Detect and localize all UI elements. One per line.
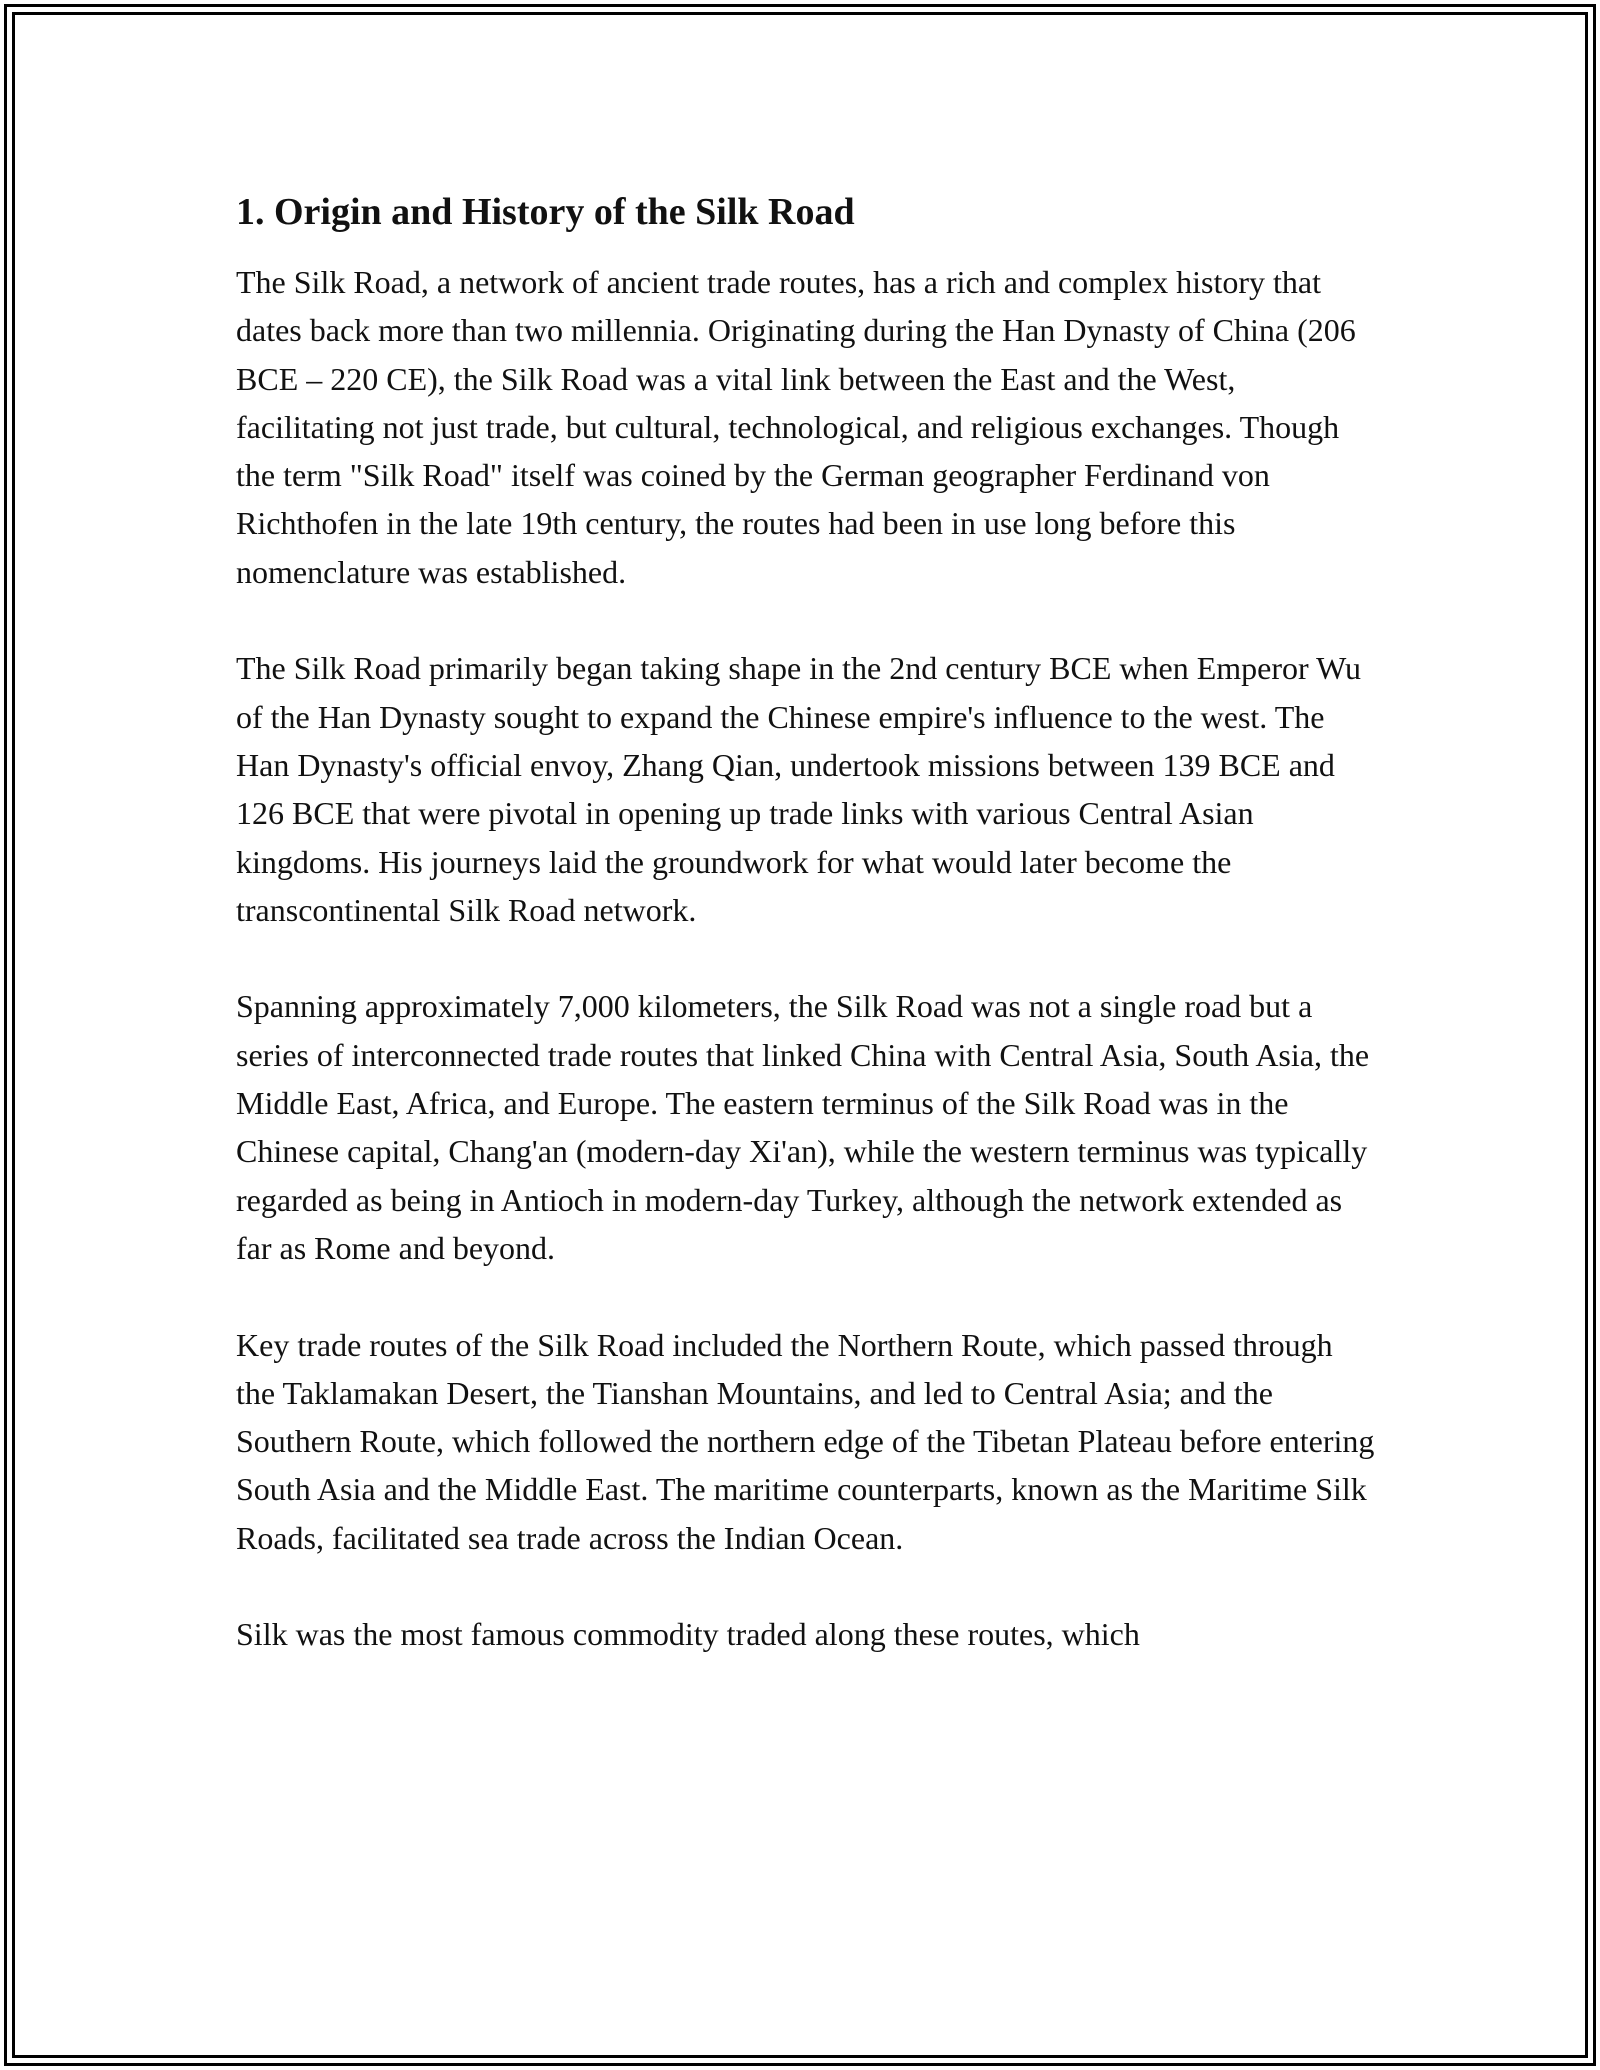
paragraph-1: The Silk Road, a network of ancient trade routes, has a rich and complex history that dates back more than two millennia. Originating during the Han Dynasty of China (206 BCE – 220 CE), the Silk Road was a vital link between the East and the West, facilitating not just trade, but cultural, technological, and religious exchanges. Though the term "Silk Road" itself was coined by the German geographer Ferdinand von Richthofen in the late 19th century, the routes had been in use long before this nomenclature was established.: [236, 264, 1356, 590]
paragraph-4: Key trade routes of the Silk Road included the Northern Route, which passed through the Taklamakan Desert, the Tianshan Mountains, and led to Central Asia; and the Southern Route, which followed the northern edge of the Tibetan Plateau before entering South Asia and the Middle East. The maritime counterparts, known as the Maritime Silk Roads, facilitated sea trade across the Indian Ocean.: [236, 1326, 1375, 1556]
paragraph-3: Spanning approximately 7,000 kilometers, the Silk Road was not a single road but a series of interconnected trade routes that linked China with Central Asia, South Asia, the Middle East, Africa, and Europe. The eastern terminus of the Silk Road was in the Chinese capital, Chang'an (modern-day Xi'an), while the western terminus was typically regarded as being in Antioch in modern-day Turkey, although the network extended as far as Rome and beyond.: [236, 988, 1370, 1266]
section-heading: 1. Origin and History of the Silk Road: [236, 191, 855, 233]
document-body: [236, 186, 1376, 1707]
paragraph-2: The Silk Road primarily began taking shape in the 2nd century BCE when Emperor Wu of the Han Dynasty sought to expand the Chinese empire's influence to the west. The Han Dynasty's official envoy, Zhang Qian, undertook missions between 139 BCE and 126 BCE that were pivotal in opening up trade links with various Central Asian kingdoms. His journeys laid the groundwork for what would later become the transcontinental Silk Road network.: [236, 650, 1361, 928]
paragraph-5: Silk was the most famous commodity traded along these routes, which: [236, 1616, 1140, 1653]
